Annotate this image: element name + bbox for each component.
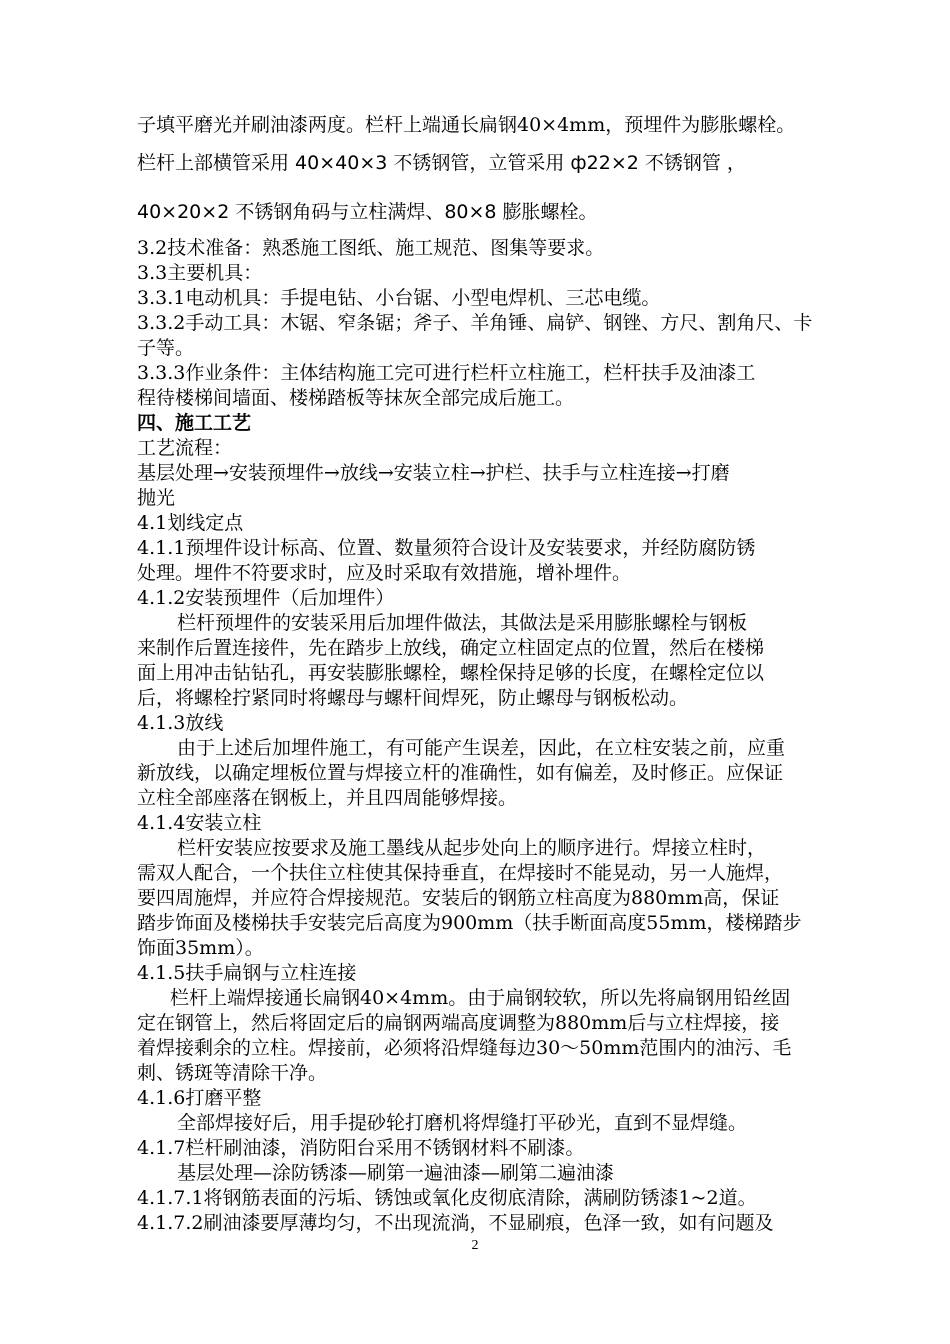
text-line: 3.3.1电动机具：手提电钻、小台锯、小型电焊机、三芯电缆。 <box>137 287 661 309</box>
text-line: 饰面35mm）。 <box>137 937 264 959</box>
text-line: 处理。埋件不符要求时，应及时采取有效措施，增补埋件。 <box>137 562 632 584</box>
text-line: 刺、锈斑等清除干净。 <box>137 1062 328 1084</box>
text-line: 定在钢管上，然后将固定后的扁钢两端高度调整为880mm后与立柱焊接，接 <box>137 1012 780 1034</box>
text-line: 要四周施焊，并应符合焊接规范。安装后的钢筋立柱高度为880mm高，保证 <box>137 887 780 909</box>
text-line: 全部焊接好后，用手提砂轮打磨机将焊缝打平砂光，直到不显焊缝。 <box>177 1112 748 1134</box>
text-line: 3.2技术准备：熟悉施工图纸、施工规范、图集等要求。 <box>137 237 605 259</box>
text-line: 4.1.3放线 <box>137 712 224 734</box>
text-line: 立柱全部座落在钢板上，并且四周能够焊接。 <box>137 787 518 809</box>
text-line: 4.1.2安装预埋件（后加埋件） <box>137 587 395 609</box>
text-line: 由于上述后加埋件施工，有可能产生误差，因此，在立柱安装之前，应重 <box>177 737 786 759</box>
page-number: 2 <box>471 1238 479 1253</box>
text-line: 来制作后置连接件，先在踏步上放线，确定立柱固定点的位置，然后在楼梯 <box>137 637 765 659</box>
text-line: 需双人配合，一个扶住立柱使其保持垂直，在焊接时不能晃动，另一人施焊， <box>137 862 784 884</box>
text-line: 踏步饰面及楼梯扶手安装完后高度为900mm（扶手断面高度55mm，楼梯踏步 <box>137 912 802 934</box>
text-line: 程待楼梯间墙面、楼梯踏板等抹灰全部完成后施工。 <box>137 387 575 409</box>
text-line: 3.3.2手动工具：木锯、窄条锯；斧子、羊角锤、扁铲、钢锉、方尺、割角尺、卡 <box>137 312 813 334</box>
text-line: 工艺流程： <box>137 437 233 459</box>
text-line: 4.1.7栏杆刷油漆，消防阳台采用不锈钢材料不刷漆。 <box>137 1137 585 1159</box>
text-line: 栏杆安装应按要求及施工墨线从起步处向上的顺序进行。焊接立柱时， <box>177 837 767 859</box>
text-line: 4.1划线定点 <box>137 512 244 534</box>
text-line: 栏杆上端焊接通长扁钢40×4mm。由于扁钢较软，所以先将扁钢用铅丝固 <box>170 987 791 1009</box>
text-line: 子填平磨光并刷油漆两度。栏杆上端通长扁钢40×4mm，预埋件为膨胀螺栓。 <box>137 114 796 136</box>
text-line: 40×20×2 不锈钢角码与立柱满焊、80×8 膨胀螺栓。 <box>137 201 598 223</box>
text-line: 面上用冲击钻钻孔，再安装膨胀螺栓，螺栓保持足够的长度，在螺栓定位以 <box>137 662 765 684</box>
text-line: 基层处理—涂防锈漆—刷第一遍油漆—刷第二遍油漆 <box>177 1162 615 1184</box>
text-line: 4.1.1预埋件设计标高、位置、数量须符合设计及安装要求，并经防腐防锈 <box>137 537 756 559</box>
section-heading: 四、施工工艺 <box>137 412 252 434</box>
text-line: 后，将螺栓拧紧同时将螺母与螺杆间焊死，防止螺母与钢板松动。 <box>137 687 689 709</box>
text-line: 4.1.5扶手扁钢与立柱连接 <box>137 962 357 984</box>
text-line: 栏杆预埋件的安装采用后加埋件做法，其做法是采用膨胀螺栓与钢板 <box>177 612 748 634</box>
text-line: 4.1.7.1将钢筋表面的污垢、锈蚀或氧化皮彻底清除，满刷防锈漆1~2道。 <box>137 1187 757 1209</box>
text-line: 4.1.6打磨平整 <box>137 1087 262 1109</box>
text-line: 4.1.7.2刷油漆要厚薄均匀，不出现流淌，不显刷痕，色泽一致，如有问题及 <box>137 1212 774 1234</box>
text-line: 4.1.4安装立柱 <box>137 812 262 834</box>
text-line: 抛光 <box>137 487 176 509</box>
text-line: 基层处理→安装预埋件→放线→安装立柱→护栏、扶手与立柱连接→打磨 <box>137 462 730 484</box>
text-line: 栏杆上部横管采用 40×40×3 不锈钢管，立管采用 ф22×2 不锈钢管 ， <box>137 152 746 174</box>
text-line: 3.3主要机具： <box>137 262 263 284</box>
text-line: 子等。 <box>137 337 195 359</box>
text-line: 新放线，以确定埋板位置与焊接立杆的准确性，如有偏差，及时修正。应保证 <box>137 762 784 784</box>
text-line: 着焊接剩余的立柱。焊接前，必须将沿焊缝每边30～50mm范围内的油污、毛 <box>137 1037 792 1059</box>
text-line: 3.3.3作业条件：主体结构施工完可进行栏杆立柱施工，栏杆扶手及油漆工 <box>137 362 756 384</box>
